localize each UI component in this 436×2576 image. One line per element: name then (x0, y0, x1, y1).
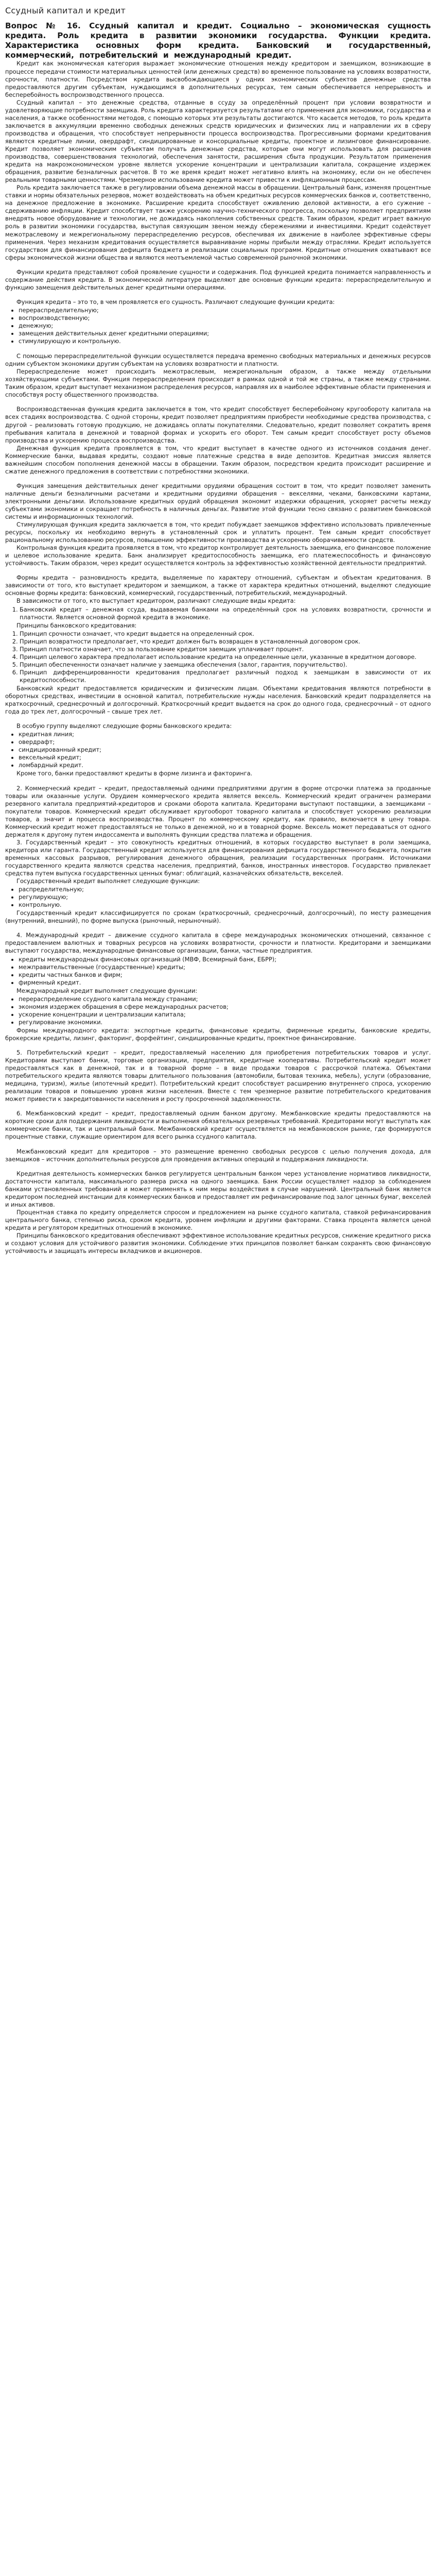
list-item: 6. Принцип дифференцированности кредитования предполагает различный подход к заемщикам в зависимости от их кредитоспособности. (20, 669, 431, 684)
paragraph: В зависимости от того, кто выступает кредитором, различают следующие виды кредита: (16, 597, 296, 605)
paragraph-gap (5, 1042, 431, 1049)
list-item: 1. Принцип срочности означает, что кредит выдается на определенный срок. (20, 630, 431, 638)
list-item: • перераспределение ссудного капитала между странами; (19, 995, 431, 1003)
paragraph: С помощью перераспределительной функции осуществляется передача временно свободных материальных и денежных ресурсов одним субъектом экономики другим субъектам на условиях возвратности и платности. (5, 352, 431, 368)
paragraph-gap (5, 346, 431, 352)
list-item: 5. Принцип обеспеченности означает наличие у заемщика обеспечения (залог, гарантия, поручительство). (20, 661, 431, 669)
bullet-list (5, 995, 431, 1026)
list-item: • перераспределительную; (19, 307, 431, 314)
numbered-list (5, 630, 431, 684)
paragraph: Контрольная функция кредита проявляется в том, что кредитор контролирует деятельность заемщика, его финансовое положение и целевое использование кредита. Банк анализирует кредитоспособность заемщика, его платежеспособность и финансовую устойчивость. Таким образом, через кредит осуществляется контроль за эффективностью хозяйственной деятельности предприятий. (5, 544, 431, 567)
page-title: Ссудный капитал и кредит (5, 6, 126, 15)
paragraph: Принципы банковского кредитования: (16, 621, 137, 629)
paragraph-gap (5, 1141, 431, 1148)
paragraph: Денежная функция кредита проявляется в том, что кредит выступает в качестве одного из источников создания денег. Коммерческие банки, выдавая кредиты, создают новые платежные средства в виде депозитов. Кредитная эмиссия является важнейшим способом пополнения денежной массы в обращении. Таким образом, посредством кредита происходит расширение и сжатие денежного предложения в соответствии с потребностями экономики. (5, 444, 431, 475)
paragraph-gap (5, 292, 431, 298)
list-item: • контрольную. (19, 901, 431, 909)
paragraph: Воспроизводственная функция кредита заключается в том, что кредит способствует бесперебойному кругообороту капитала на всех стадиях воспроизводства. С одной стороны, кредит позволяет предприятиям приобрести необходимые средства производства, с другой – реализовать готовую продукцию, не дожидаясь оплаты покупателями. Следовательно, кредит позволяет сократить время пребывания капитала в денежной и товарной формах и ускорить его оборот. Тем самым кредит способствует росту объемов производства и ускорению процесса воспроизводства. (5, 405, 431, 444)
paragraph: 4. Международный кредит – движение ссудного капитала в сфере международных экономических отношений, связанное с предоставлением валютных и товарных ресурсов на условиях возвратности, срочности и платности. Кредиторами и заемщиками выступают государства, международные финансовые организации, банки, частные предприятия. (5, 931, 431, 955)
paragraph: Кроме того, банки предоставляют кредиты в форме лизинга и факторинга. (16, 770, 253, 777)
list-item: • денежную; (19, 322, 431, 330)
bullet-list (5, 886, 431, 909)
article-body (5, 60, 431, 1255)
list-item: 2. Принцип возвратности предполагает, что кредит должен быть возвращен в установленный договором срок. (20, 638, 431, 646)
paragraph-gap (5, 1103, 431, 1110)
bullet-list (5, 956, 431, 987)
paragraph: Перераспределение может происходить межотраслевым, межрегиональным образом, а также между отдельными хозяйствующими субъектами. Функция перераспределения происходит в рамках одной и той же страны, а также между странами. Таким образом, кредит выступает механизмом распределения ресурсов, направляя их в наиболее эффективные области применения и способствуя росту общественного производства. (5, 368, 431, 399)
paragraph: Государственный кредит классифицируется по срокам (краткосрочный, среднесрочный, долгосрочный), по месту размещения (внутренний, внешний), по форме выпуска (рыночный, нерыночный). (5, 909, 431, 925)
paragraph-gap (5, 476, 431, 482)
list-item: • кредитная линия; (19, 731, 431, 738)
paragraph-gap (5, 1163, 431, 1170)
article (0, 0, 436, 1255)
paragraph: Формы кредита – разновидность кредита, выделяемые по характеру отношений, субъектам и объектам кредитования. В зависимости от того, кто выступает кредитором и заемщиком, а также от характера кредитных отношений, выделяют следующие основные формы кредита: банковский, коммерческий, государственный, потребительский, международный. (5, 574, 431, 597)
paragraph: Банковский кредит предоставляется юридическим и физическим лицам. Объектами кредитования являются потребности в оборотных средствах, инвестиции в основной капитал, потребительские нужды населения. Банковский кредит подразделяется на краткосрочный, среднесрочный и долгосрочный. Краткосрочный кредит выдается на срок до одного года, среднесрочный – от одного года до трех лет, долгосрочный – свыше трех лет. (5, 685, 431, 716)
paragraph: Принципы банковского кредитования обеспечивают эффективное использование кредитных ресурсов, снижение кредитного риска и создают условия для устойчивого развития экономики. Соблюдение этих принципов позволяет банкам сохранять свою финансовую устойчивость и защищать интересы вкладчиков и акционеров. (5, 1232, 431, 1255)
paragraph: Государственный кредит выполняет следующие функции: (16, 877, 200, 885)
paragraph: 2. Коммерческий кредит – кредит, предоставляемый одними предприятиями другим в форме отсрочки платежа за проданные товары или оказанные услуги. Орудием коммерческого кредита является вексель. Коммерческий кредит ограничен размерами резервного капитала предприятий-кредиторов и сроками оборота капитала. Кредиторами выступают поставщики, а заемщиками – покупатели товаров. Коммерческий кредит обслуживает кругооборот товарного капитала и способствует ускорению реализации товаров, а значит и процесса воспроизводства. Процент по коммерческому кредиту, как правило, включается в цену товара. Коммерческий кредит может предоставляться не только в денежной, но и в товарной форме. Вексель может передаваться от одного держателя к другому путем индоссамента и выполнять функции средства платежа и обращения. (5, 784, 431, 838)
list-item: • регулирование экономики. (19, 1019, 431, 1026)
paragraph: Формы международного кредита: экспортные кредиты, финансовые кредиты, фирменные кредиты, банковские кредиты, брокерские кредиты, лизинг, факторинг, форфейтинг, синдицированные кредиты, проектное финансирование. (5, 1026, 431, 1042)
list-item: 1. Банковский кредит – денежная ссуда, выдаваемая банками на определённый срок на условиях возвратности, срочности и платности. Является основной формой кредита в экономике. (20, 606, 431, 621)
list-item: • регулирующую; (19, 893, 431, 901)
paragraph: Функция кредита – это то, в чем проявляется его сущность. Различают следующие функции кредита: (16, 298, 335, 306)
list-item: 3. Принцип платности означает, что за пользование кредитом заемщик уплачивает процент. (20, 646, 431, 653)
paragraph: Кредитная деятельность коммерческих банков регулируется центральным банком через установление нормативов ликвидности, достаточности капитала, максимального размера риска на одного заемщика. Банк России осуществляет надзор за соблюдением банками установленных требований и может применять к ним меры воздействия в случае нарушений. Центральный банк является кредитором последней инстанции для коммерческих банков и предоставляет им рефинансирование под залог ценных бумаг, векселей и иных активов. (5, 1170, 431, 1208)
paragraph-gap (5, 567, 431, 574)
paragraph: Кредит как экономическая категория выражает экономические отношения между кредитором и заемщиком, возникающие в процессе передачи стоимости материальных ценностей (или денежных средств) во временное пользование на условиях возвратности, срочности, платности. Посредством кредита высвобождающиеся у одних экономических субъектов денежные средства предоставляются другим субъектам, нуждающимся в дополнительных ресурсах, тем самым обеспечивается непрерывность и бесперебойность воспроизводственного процесса. (5, 60, 431, 98)
paragraph-gap (5, 399, 431, 405)
list-item: • вексельный кредит; (19, 754, 431, 761)
paragraph: 3. Государственный кредит – это совокупность кредитных отношений, в которых государство выступает в роли заемщика, кредитора или гаранта. Государственный кредит используется для финансирования дефицита государственного бюджета, покрытия временных кассовых разрывов, регулирования денежного обращения, реализации государственных программ. Источниками государственного кредита являются средства населения, предприятий, банков, иностранных инвесторов. Государство привлекает средства путем выпуска государственных ценных бумаг: облигаций, казначейских обязательств, векселей. (5, 838, 431, 877)
paragraph: Ссудный капитал – это денежные средства, отданные в ссуду за определённый процент при условии возвратности и удовлетворяющие потребности заемщика. Роль кредита характеризуется результатами его применения для экономики, государства и населения, а также особенностями методов, с помощью которых эти результаты достигаются. Что касается методов, то роль кредита заключается в аккумуляции временно свободных денежных средств юридических и физических лиц и направлении их в сферу производства и обращения, что способствует непрерывности процесса воспроизводства. Прогрессивными формами кредитования являются кредитные линии, овердрафт, синдицированные и консорциальные кредиты, проектное и лизинговое финансирование. Кредит позволяет экономическим субъектам получать денежные средства, которые они могут использовать для расширения производства, совершенствования технологий, обеспечения занятости, расширения сбыта продукции. Результатом применения кредита на макроэкономическом уровне является ускорение концентрации и централизации капитала, сокращение издержек обращения, развитие безналичных расчетов. В то же время кредит может негативно влиять на экономику, если он не обеспечен реальными товарными ценностями. Чрезмерное использование кредита может привести к инфляционным процессам. (5, 98, 431, 184)
paragraph: 5. Потребительский кредит – кредит, предоставляемый населению для приобретения потребительских товаров и услуг. Кредиторами выступают банки, торговые организации, предприятия, кредитные кооперативы. Потребительский кредит может предоставляться как в денежной, так и в товарной форме – в виде продажи товаров с рассрочкой платежа. Объектами потребительского кредита являются товары длительного пользования (автомобили, бытовая техника, мебель), услуги (образование, медицина, туризм), жилье (ипотечный кредит). Потребительский кредит способствует расширению внутреннего спроса, ускорению реализации товаров и повышению уровня жизни населения. Вместе с тем чрезмерное развитие потребительского кредитования может привести к закредитованности населения и росту просроченной задолженности. (5, 1049, 431, 1103)
paragraph: Межбанковский кредит для кредиторов – это размещение временно свободных ресурсов с целью получения дохода, для заемщиков – источник дополнительных ресурсов для проведения активных операций и поддержания ликвидности. (5, 1147, 431, 1163)
question-title: Вопрос № 16. Ссудный капитал и кредит. Социально – экономическая сущность кредита. Роль кредита в развитии экономики государства. Функции кредита. Характеристика основных форм кредита. Банковский и государственный, коммерческий, потребительский и международный кредит. (5, 21, 431, 60)
paragraph: Функция замещения действительных денег кредитными орудиями обращения состоит в том, что кредит позволяет заменить наличные деньги безналичными расчетами и кредитными орудиями обращения – векселями, чеками, банковскими картами, электронными деньгами. Использование кредитных орудий обращения экономит издержки обращения, ускоряет расчеты между субъектами экономики и сокращает потребность в наличных деньгах. Развитие этой функции тесно связано с развитием банковской системы и информационных технологий. (5, 482, 431, 521)
list-item: • овердрафт; (19, 738, 431, 746)
list-item: • синдицированный кредит; (19, 746, 431, 754)
list-item: • межправительственные (государственные) кредиты; (19, 963, 431, 971)
list-item: • ломбардный кредит. (19, 761, 431, 769)
list-item: • экономия издержек обращения в сфере международных расчетов; (19, 1003, 431, 1011)
list-item: • стимулирующую и контрольную. (19, 337, 431, 345)
list-item: • ускорение концентрации и централизации капитала; (19, 1011, 431, 1019)
list-item: • кредиты международных финансовых организаций (МВФ, Всемирный банк, ЕБРР); (19, 956, 431, 963)
list-item: • воспроизводственную; (19, 314, 431, 322)
paragraph: Международный кредит выполняет следующие функции: (16, 987, 198, 994)
paragraph: Функции кредита представляют собой проявление сущности и содержания. Под функцией кредита понимается направленность и содержание действия кредита. В экономической литературе выделяют две основные функции кредита: перераспределительную и функцию замещения действительных денег кредитными операциями. (5, 268, 431, 291)
paragraph-gap (5, 778, 431, 785)
paragraph: 6. Межбанковский кредит – кредит, предоставляемый одним банком другому. Межбанковские кредиты предоставляются на короткие сроки для поддержания ликвидности и выполнения обязательных резервных требований. Кредиторами могут выступать как коммерческие банки, так и центральный банк. Межбанковский кредит осуществляется на межбанковском рынке, где формируются процентные ставки, служащие ориентиром для всего рынка ссудного капитала. (5, 1110, 431, 1141)
bullet-list (5, 307, 431, 345)
paragraph: В особую группу выделяют следующие формы банковского кредита: (16, 722, 232, 730)
bullet-list (5, 731, 431, 769)
list-item: • кредиты частных банков и фирм; (19, 971, 431, 979)
list-item: 4. Принцип целевого характера предполагает использование кредита на определенные цели, указанные в кредитном договоре. (20, 653, 431, 661)
list-item: • фирменный кредит. (19, 979, 431, 987)
paragraph-gap (5, 925, 431, 931)
paragraph-gap (5, 716, 431, 722)
paragraph: Стимулирующая функция кредита заключается в том, что кредит побуждает заемщиков эффективно использовать привлеченные ресурсы, поскольку их необходимо вернуть в установленный срок и уплатить процент. Тем самым кредит способствует рациональному использованию ресурсов, повышению эффективности производства и ускорению оборачиваемости средств. (5, 521, 431, 544)
numbered-list (5, 606, 431, 621)
paragraph: Роль кредита заключается также в регулировании объема денежной массы в обращении. Центральный банк, изменяя процентные ставки и нормы обязательных резервов, может воздействовать на объем кредитных ресурсов коммерческих банков и, соответственно, на денежное предложение в экономике. Расширение кредита способствует оживлению деловой активности, а его сужение – сдерживанию инфляции. Кредит способствует также ускорению научно-технического прогресса, поскольку позволяет предприятиям внедрять новое оборудование и технологии, не дожидаясь накопления собственных средств. Таким образом, кредит играет важную роль в развитии экономики государства, выступая связующим звеном между сбережениями и инвестициями. Кредит содействует межотраслевому и межрегиональному перераспределению ресурсов, обеспечивая их движение в наиболее эффективные сферы применения. Через механизм кредитования осуществляется выравнивание нормы прибыли между отраслями. Кредит используется государством для финансирования дефицита бюджета и реализации социальных программ. Кредитные отношения охватывают все сферы экономической жизни общества и являются неотъемлемой частью современной рыночной экономики. (5, 184, 431, 261)
list-item: • замещения действительных денег кредитными операциями; (19, 330, 431, 337)
paragraph-gap (5, 262, 431, 268)
list-item: • распределительную; (19, 886, 431, 893)
paragraph: Процентная ставка по кредиту определяется спросом и предложением на рынке ссудного капитала, ставкой рефинансирования центрального банка, степенью риска, сроком кредита, уровнем инфляции и другими факторами. Ставка процента является ценой кредита и регулятором кредитных отношений в экономике. (5, 1208, 431, 1231)
